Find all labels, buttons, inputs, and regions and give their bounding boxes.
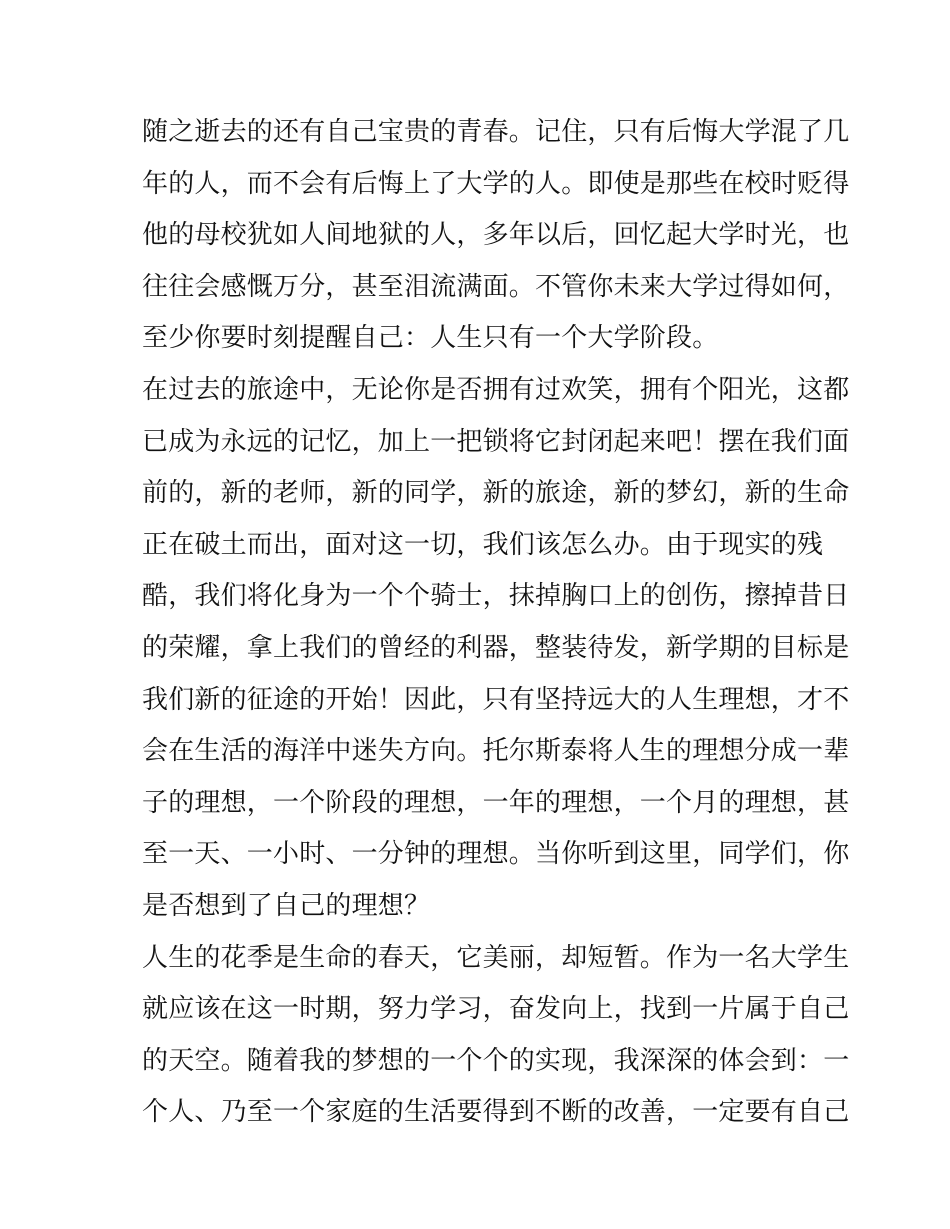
text-line: 是否想到了自己的理想？ <box>142 890 431 921</box>
text-line: 前的，新的老师，新的同学，新的旅途，新的梦幻，新的生命 <box>142 478 850 509</box>
text-line: 的天空。随着我的梦想的一个个的实现，我深深的体会到：一 <box>142 1045 850 1076</box>
text-line: 正在破土而出，面对这一切，我们该怎么办。由于现实的残 <box>142 529 824 560</box>
text-line: 个人、乃至一个家庭的生活要得到不断的改善，一定要有自己 <box>142 1097 850 1128</box>
text-line: 就应该在这一时期，努力学习，奋发向上，找到一片属于自己 <box>142 994 850 1025</box>
text-line: 我们新的征途的开始！因此，只有坚持远大的人生理想，才不 <box>142 684 850 715</box>
text-line: 酷，我们将化身为一个个骑士，抹掉胸口上的创伤，擦掉昔日 <box>142 581 850 612</box>
text-line: 他的母校犹如人间地狱的人，多年以后，回忆起大学时光，也 <box>142 220 850 251</box>
text-line: 随之逝去的还有自己宝贵的青春。记住，只有后悔大学混了几 <box>142 117 850 147</box>
text-line: 会在生活的海洋中迷失方向。托尔斯泰将人生的理想分成一辈 <box>142 736 850 767</box>
text-line: 至少你要时刻提醒自己：人生只有一个大学阶段。 <box>142 323 719 354</box>
text-line: 在过去的旅途中，无论你是否拥有过欢笑，拥有个阳光，这都 <box>142 374 850 405</box>
text-line: 的荣耀，拿上我们的曾经的利器，整装待发，新学期的目标是 <box>142 632 850 663</box>
text-line: 至一天、一小时、一分钟的理想。当你听到这里，同学们，你 <box>142 839 850 870</box>
text-line: 已成为永远的记忆，加上一把锁将它封闭起来吧！摆在我们面 <box>142 426 850 457</box>
text-line: 子的理想，一个阶段的理想，一年的理想，一个月的理想，甚 <box>142 787 850 818</box>
text-line: 往往会感慨万分，甚至泪流满面。不管你未来大学过得如何， <box>142 271 850 302</box>
document-body <box>142 107 850 1139</box>
text-line: 年的人，而不会有后悔上了大学的人。即使是那些在校时贬得 <box>142 168 850 199</box>
text-line: 人生的花季是生命的春天，它美丽，却短暂。作为一名大学生 <box>142 942 850 973</box>
